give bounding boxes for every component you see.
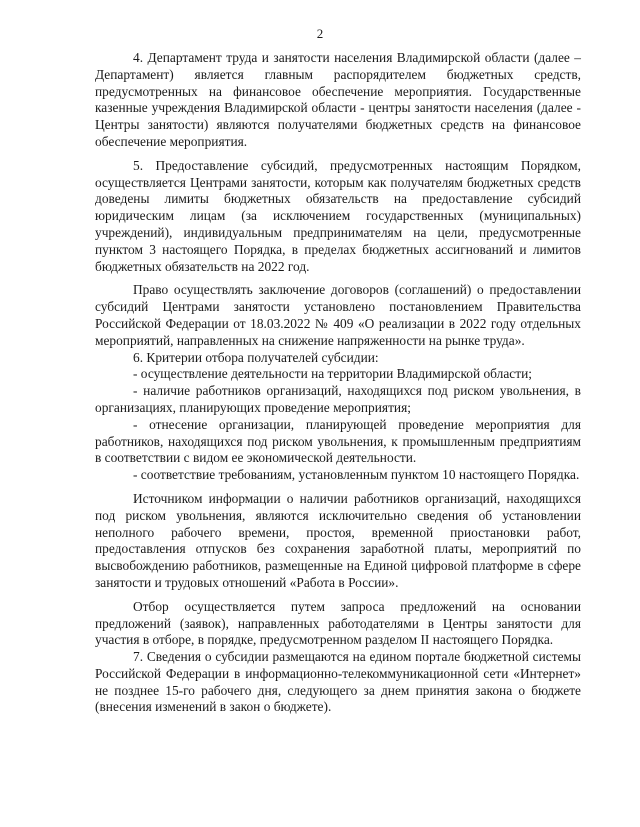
paragraph-department: 4. Департамент труда и занятости населения Владимирской области (далее – Департамент) является главным распорядителем бюджетных средств, предусмотренных на финансовое обеспечение мероприятия. Государственные казенные учреждения Владимирской области - центры занятости населения (далее - Центры занятости) являются получателями бюджетных средств на финансовое обеспечение мероприятия. [95,50,581,149]
paragraph-information-source: Источником информации о наличии работников организаций, находящихся под риском увольнения, являются исключительно сведения об установлении неполного рабочего времени, простоя, временной приостановки работ, предоставления отпусков без сохранения заработной платы, мероприятий по высвобождению работников, размещенные на Единой цифровой платформе в сфере занятости и трудовых отношений «Работа в России». [95,490,581,590]
paragraph-selection-procedure: Отбор осуществляется путем запроса предложений на основании предложений (заявок), направленных работодателями в Центры занятости для участия в отборе, в порядке, предусмотренном разделом II настоящего Порядка. [95,598,581,648]
page-number: 2 [316,26,324,41]
criterion-territory: - осуществление деятельности на территории Владимирской области; [133,366,532,382]
paragraph-selection-criteria: 6. Критерии отбора получателей субсидии: [133,349,379,365]
criterion-employees-at-risk: - наличие работников организаций, находящихся под риском увольнения, в организациях, планирующих проведение мероприятия; [95,383,581,415]
paragraph-contract-right: Право осуществлять заключение договоров (соглашений) о предоставлении субсидий Центрами занятости установлено постановлением Правительства Российской Федерации от 18.03.2022 № 409 «О реализации в 2022 году отдельных мероприятий, направленных на снижение напряженности на рынке труда». [95,282,581,348]
paragraph-subsidy-provision: 5. Предоставление субсидий, предусмотренных настоящим Порядком, осуществляется Центрами занятости, которым как получателям бюджетных средств доведены лимиты бюджетных обязательств на предоставление субсидий юридическим лицам (за исключением государственных (муниципальных) учреждений), индивидуальным предпринимателям на цели, предусмотренные пунктом 3 настоящего Порядка, в пределах бюджетных ассигнований и лимитов бюджетных обязательств на 2022 год. [95,157,581,274]
criterion-industrial-enterprise: - отнесение организации, планирующей проведение мероприятия для работников, находящихся под риском увольнения, к промышленным предприятиям в соответствии с видом ее экономической деятельности. [95,416,581,466]
criterion-requirements: - соответствие требованиям, установленным пунктом 10 настоящего Порядка. [133,467,580,483]
document-body [95,50,581,716]
paragraph-subsidy-publication: 7. Сведения о субсидии размещаются на едином портале бюджетной системы Российской Федерации в информационно-телекоммуникационной сети «Интернет» не позднее 15-го рабочего дня, следующего за днем принятия закона о бюджете (внесения изменений в закон о бюджете). [95,649,581,715]
